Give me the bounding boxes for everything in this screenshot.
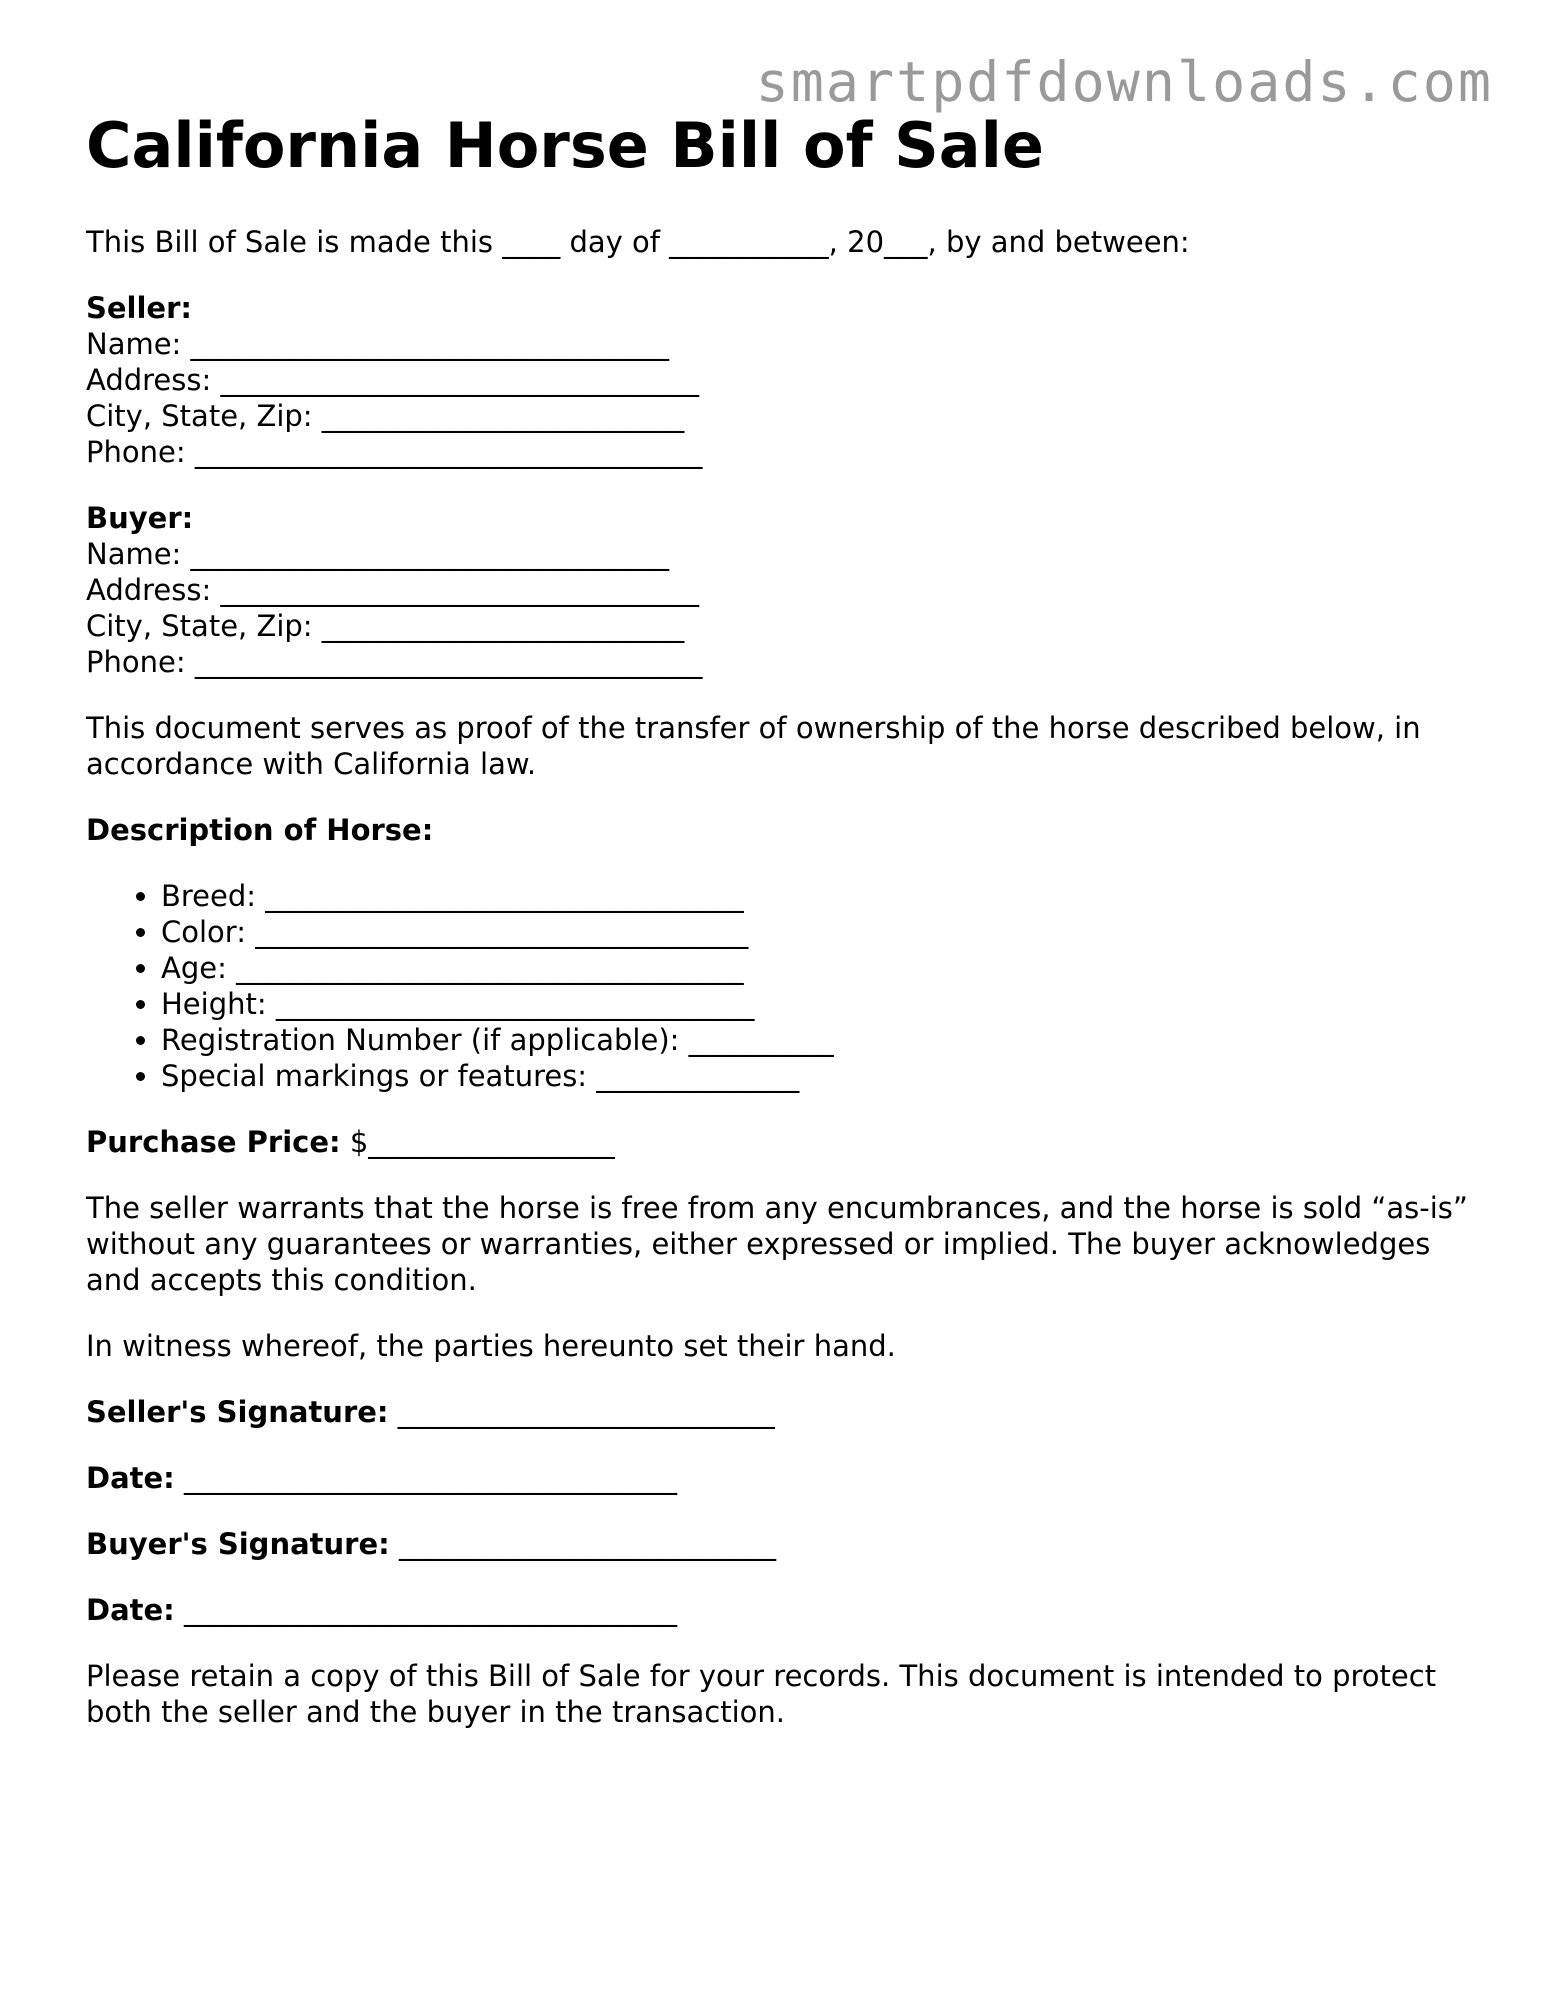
buyer-signature-line: __________________________ [398, 1527, 776, 1561]
watermark: smartpdfdownloads.com [755, 50, 1493, 114]
buyer-signature [86, 1526, 1476, 1562]
seller-signature-label: Seller's Signature: [86, 1395, 389, 1429]
buyer-date-label: Date: [86, 1593, 175, 1627]
warranty-paragraph: The seller warrants that the horse is free from any encumbrances, and the horse is sold “as-is” without any guarantees or warranties, either expressed or implied. The buyer acknowledges and accepts this condition. [86, 1191, 1468, 1297]
intro-text: This Bill of Sale is made this ____ day of ___________, 20___, by and between: [86, 225, 1190, 259]
buyer-date-line: __________________________________ [184, 1593, 677, 1627]
buyer-signature-label: Buyer's Signature: [86, 1527, 390, 1561]
seller-heading: Seller: [86, 291, 193, 325]
seller-signature-line: __________________________ [397, 1395, 775, 1429]
seller-section [86, 290, 1476, 470]
seller-date-label: Date: [86, 1461, 175, 1495]
registration-item: • Registration Number (if applicable): __________ [161, 1022, 1476, 1058]
retain-paragraph: Please retain a copy of this Bill of Sale for your records. This document is intended to protect both the seller and the buyer in the transaction. [86, 1659, 1437, 1729]
document-page [86, 104, 1476, 1760]
buyer-address-field: Address: _________________________________ [86, 573, 699, 607]
markings-item: • Special markings or features: ______________ [161, 1058, 1476, 1094]
document-title: California Horse Bill of Sale [86, 109, 1044, 182]
horse-description-list [86, 878, 1476, 1094]
seller-name-field: Name: _________________________________ [86, 327, 670, 361]
seller-date [86, 1460, 1476, 1496]
proof-paragraph: This document serves as proof of the transfer of ownership of the horse described below, in accordance with California law. [86, 711, 1421, 781]
buyer-heading: Buyer: [86, 501, 194, 535]
buyer-phone-field: Phone: ___________________________________ [86, 645, 703, 679]
color-item: • Color: __________________________________ [161, 914, 1476, 950]
seller-address-field: Address: _________________________________ [86, 363, 699, 397]
breed-item: • Breed: _________________________________ [161, 878, 1476, 914]
age-item: • Age: ___________________________________ [161, 950, 1476, 986]
purchase-price [86, 1124, 1476, 1160]
height-item: • Height: _________________________________ [161, 986, 1476, 1022]
description-heading: Description of Horse: [86, 813, 434, 847]
seller-date-line: __________________________________ [184, 1461, 677, 1495]
buyer-section [86, 500, 1476, 680]
buyer-date [86, 1592, 1476, 1628]
seller-phone-field: Phone: ___________________________________ [86, 435, 703, 469]
buyer-city-field: City, State, Zip: _________________________ [86, 609, 685, 643]
buyer-name-field: Name: _________________________________ [86, 537, 670, 571]
witness-paragraph: In witness whereof, the parties hereunto set their hand. [86, 1329, 896, 1363]
purchase-price-line: $_________________ [349, 1125, 615, 1159]
seller-signature [86, 1394, 1476, 1430]
seller-city-field: City, State, Zip: _________________________ [86, 399, 685, 433]
purchase-price-label: Purchase Price: [86, 1125, 341, 1159]
